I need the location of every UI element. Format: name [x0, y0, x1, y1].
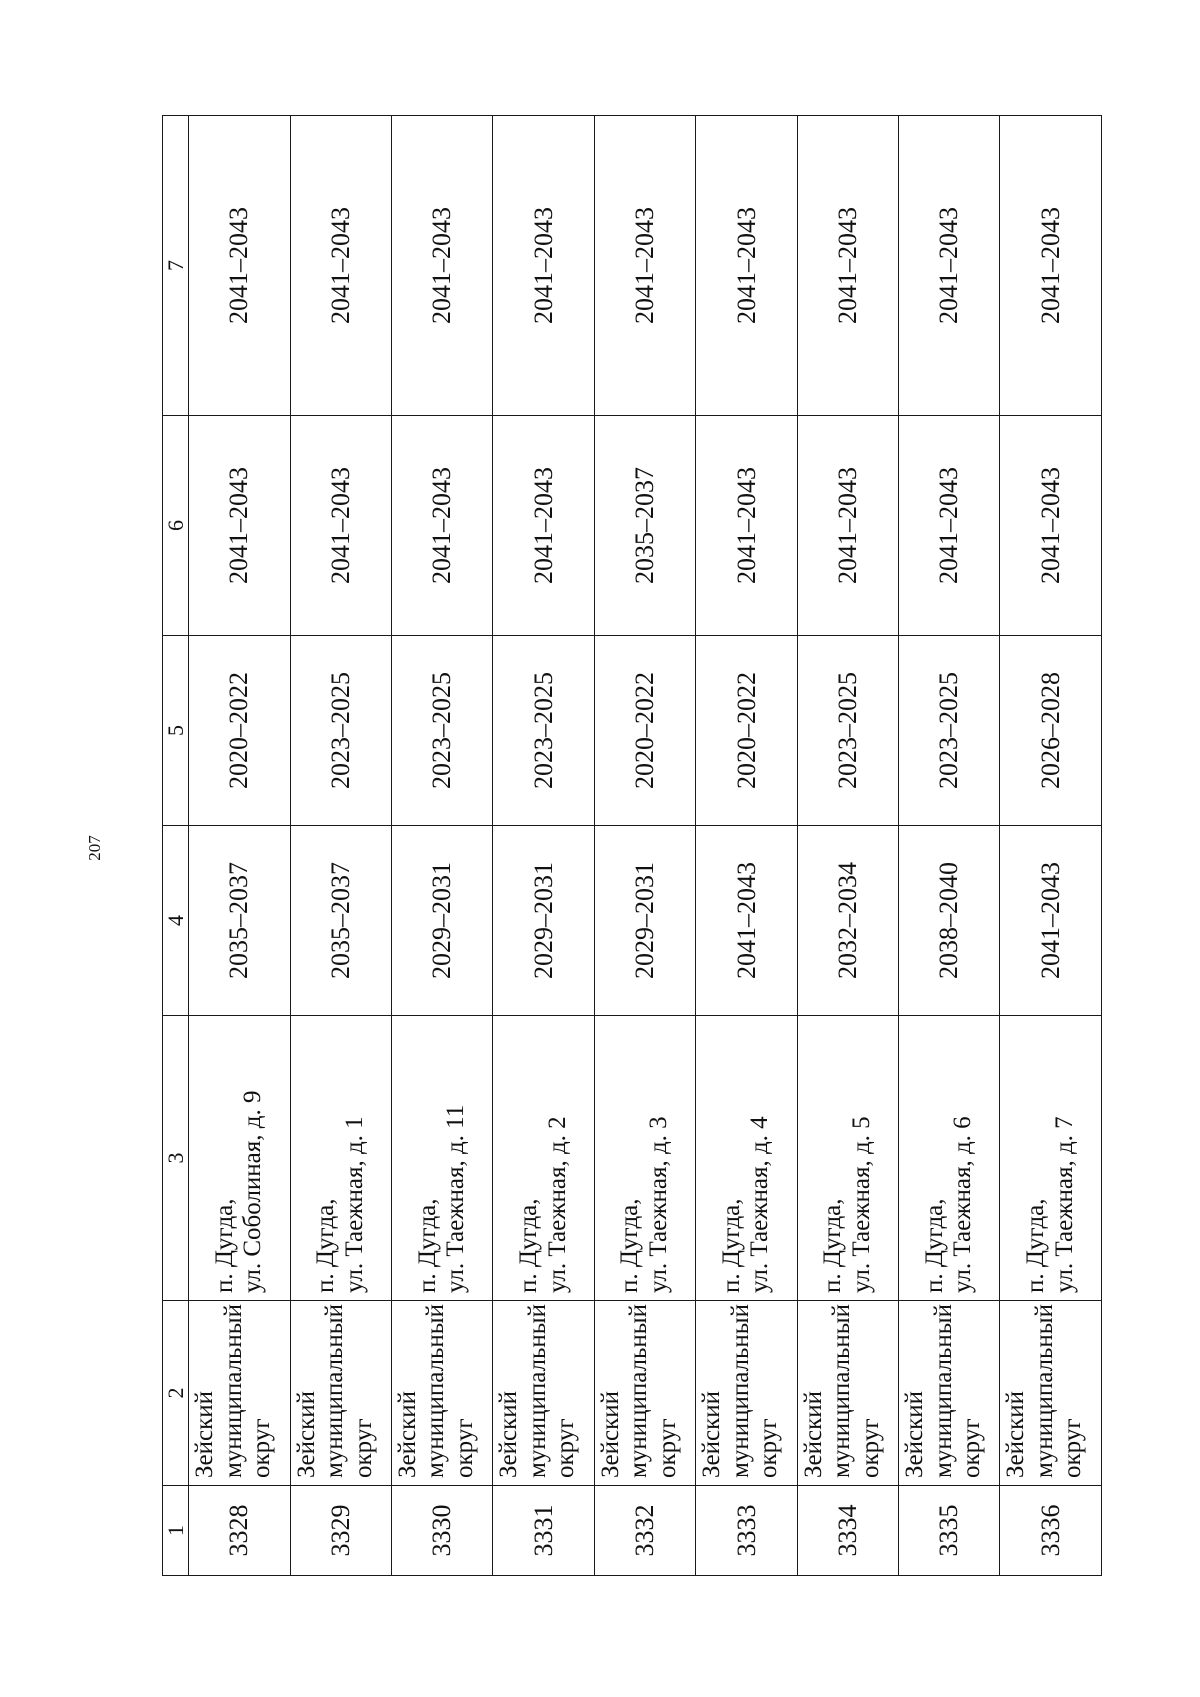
address-line: п. Дугда, [819, 1198, 847, 1293]
table-row [899, 116, 1000, 1576]
year-range-cell-c7: 2041–2043 [696, 116, 797, 416]
municipality-line: Зейский [292, 1391, 320, 1478]
municipality-cell [290, 1301, 391, 1486]
row-number-cell: 3336 [1000, 1486, 1102, 1576]
municipality-line: муниципальный [321, 1304, 348, 1478]
year-range-cell-c6: 2041–2043 [189, 416, 290, 636]
municipality-line: муниципальный [828, 1304, 856, 1478]
table-row [797, 116, 898, 1576]
year-range-cell-c6: 2041–2043 [1000, 416, 1102, 636]
year-range-cell-c5: 2026–2028 [1000, 636, 1102, 826]
column-header: 4 [163, 826, 189, 1016]
row-number-cell: 3331 [493, 1486, 594, 1576]
address-line: ул. Таежная, д. 1 [340, 1116, 368, 1293]
municipality-line: муниципальный [422, 1304, 450, 1478]
table-row [391, 116, 492, 1576]
municipality-cell [696, 1301, 797, 1486]
address-line: п. Дугда, [515, 1198, 543, 1293]
year-range-cell-c4: 2041–2043 [1000, 826, 1102, 1016]
row-number-cell: 3329 [290, 1486, 391, 1576]
year-range-cell-c7: 2041–2043 [899, 116, 1000, 416]
address-line: ул. Таежная, д. 11 [442, 1104, 470, 1293]
year-range-cell-c4: 2035–2037 [290, 826, 391, 1016]
row-number-cell: 3335 [899, 1486, 1000, 1576]
address-line: п. Дугда, [210, 1198, 238, 1293]
year-range-cell-c5: 2023–2025 [391, 636, 492, 826]
address-cell [1000, 1016, 1102, 1301]
address-line: п. Дугда, [413, 1198, 441, 1293]
municipality-cell [1000, 1301, 1102, 1486]
table-row [696, 116, 797, 1576]
address-cell [391, 1016, 492, 1301]
year-range-cell-c6: 2041–2043 [899, 416, 1000, 636]
year-range-cell-c4: 2029–2031 [391, 826, 492, 1016]
municipality-line: округ [552, 1418, 580, 1478]
municipality-line: муниципальный [726, 1304, 754, 1478]
municipality-line: Зейский [1002, 1391, 1030, 1478]
address-cell [493, 1016, 594, 1301]
municipality-line: Зейский [901, 1391, 929, 1478]
address-cell [797, 1016, 898, 1301]
municipality-cell [797, 1301, 898, 1486]
year-range-cell-c5: 2023–2025 [493, 636, 594, 826]
municipality-cell [493, 1301, 594, 1486]
year-range-cell-c6: 2041–2043 [797, 416, 898, 636]
address-cell [899, 1016, 1000, 1301]
table-row [290, 116, 391, 1576]
municipality-line: округ [958, 1418, 986, 1478]
address-cell [189, 1016, 290, 1301]
table-body [189, 116, 1102, 1576]
page-number: 207 [85, 835, 104, 861]
municipality-line: Зейский [596, 1391, 624, 1478]
row-number-cell: 3330 [391, 1486, 492, 1576]
year-range-cell-c5: 2020–2022 [696, 636, 797, 826]
row-number-cell: 3333 [696, 1486, 797, 1576]
municipality-line: округ [248, 1418, 276, 1478]
table-row [189, 116, 290, 1576]
address-line: п. Дугда, [312, 1198, 340, 1293]
year-range-cell-c6: 2041–2043 [696, 416, 797, 636]
year-range-cell-c4: 2041–2043 [696, 826, 797, 1016]
municipality-cell [391, 1301, 492, 1486]
municipality-line: Зейский [393, 1391, 421, 1478]
year-range-cell-c7: 2041–2043 [493, 116, 594, 416]
municipality-line: Зейский [698, 1391, 726, 1478]
table-row [1000, 116, 1102, 1576]
column-header: 5 [163, 636, 189, 826]
year-range-cell-c5: 2023–2025 [899, 636, 1000, 826]
municipality-cell [189, 1301, 290, 1486]
year-range-cell-c5: 2020–2022 [594, 636, 695, 826]
row-number-cell: 3334 [797, 1486, 898, 1576]
municipality-line: округ [1059, 1418, 1087, 1478]
address-line: п. Дугда, [616, 1198, 644, 1293]
data-table [162, 115, 1102, 1576]
address-line: ул. Таежная, д. 5 [847, 1116, 875, 1293]
address-line: ул. Таежная, д. 4 [746, 1116, 774, 1293]
row-number-cell: 3328 [189, 1486, 290, 1576]
address-line: п. Дугда, [920, 1198, 948, 1293]
municipality-line: округ [755, 1418, 783, 1478]
address-cell [594, 1016, 695, 1301]
address-line: ул. Таежная, д. 2 [543, 1116, 571, 1293]
year-range-cell-c7: 2041–2043 [290, 116, 391, 416]
table-container [162, 116, 1102, 1576]
municipality-cell [594, 1301, 695, 1486]
year-range-cell-c6: 2041–2043 [493, 416, 594, 636]
municipality-line: муниципальный [929, 1304, 957, 1478]
year-range-cell-c7: 2041–2043 [1000, 116, 1102, 416]
table-row [493, 116, 594, 1576]
column-header: 3 [163, 1016, 189, 1301]
year-range-cell-c7: 2041–2043 [797, 116, 898, 416]
year-range-cell-c5: 2020–2022 [189, 636, 290, 826]
column-header: 1 [163, 1486, 189, 1576]
row-number-cell: 3332 [594, 1486, 695, 1576]
table-row [594, 116, 695, 1576]
year-range-cell-c5: 2023–2025 [797, 636, 898, 826]
municipality-line: муниципальный [625, 1304, 653, 1478]
year-range-cell-c4: 2038–2040 [899, 826, 1000, 1016]
municipality-line: муниципальный [523, 1304, 551, 1478]
year-range-cell-c4: 2032–2034 [797, 826, 898, 1016]
year-range-cell-c6: 2041–2043 [391, 416, 492, 636]
column-header: 7 [163, 116, 189, 416]
year-range-cell-c7: 2041–2043 [189, 116, 290, 416]
year-range-cell-c4: 2029–2031 [594, 826, 695, 1016]
year-range-cell-c6: 2035–2037 [594, 416, 695, 636]
municipality-line: муниципальный [1030, 1304, 1058, 1478]
address-line: ул. Таежная, д. 3 [644, 1116, 672, 1293]
year-range-cell-c7: 2041–2043 [594, 116, 695, 416]
municipality-line: округ [450, 1418, 478, 1478]
address-line: п. Дугда, [1022, 1198, 1050, 1293]
municipality-line: Зейский [799, 1391, 827, 1478]
municipality-line: Зейский [495, 1391, 523, 1478]
address-line: ул. Таежная, д. 7 [1050, 1116, 1078, 1293]
address-cell [290, 1016, 391, 1301]
municipality-line: Зейский [191, 1391, 219, 1478]
municipality-line: округ [856, 1418, 884, 1478]
year-range-cell-c6: 2041–2043 [290, 416, 391, 636]
municipality-line: муниципальный [219, 1304, 247, 1478]
municipality-line: округ [349, 1418, 377, 1478]
year-range-cell-c7: 2041–2043 [391, 116, 492, 416]
municipality-cell [899, 1301, 1000, 1486]
municipality-line: округ [653, 1418, 681, 1478]
column-header: 2 [163, 1301, 189, 1486]
address-line: ул. Таежная, д. 6 [949, 1116, 977, 1293]
year-range-cell-c5: 2023–2025 [290, 636, 391, 826]
header-row [163, 116, 189, 1576]
address-line: ул. Соболиная, д. 9 [239, 1090, 267, 1293]
year-range-cell-c4: 2029–2031 [493, 826, 594, 1016]
year-range-cell-c4: 2035–2037 [189, 826, 290, 1016]
address-cell [696, 1016, 797, 1301]
address-line: п. Дугда, [717, 1198, 745, 1293]
column-header: 6 [163, 416, 189, 636]
